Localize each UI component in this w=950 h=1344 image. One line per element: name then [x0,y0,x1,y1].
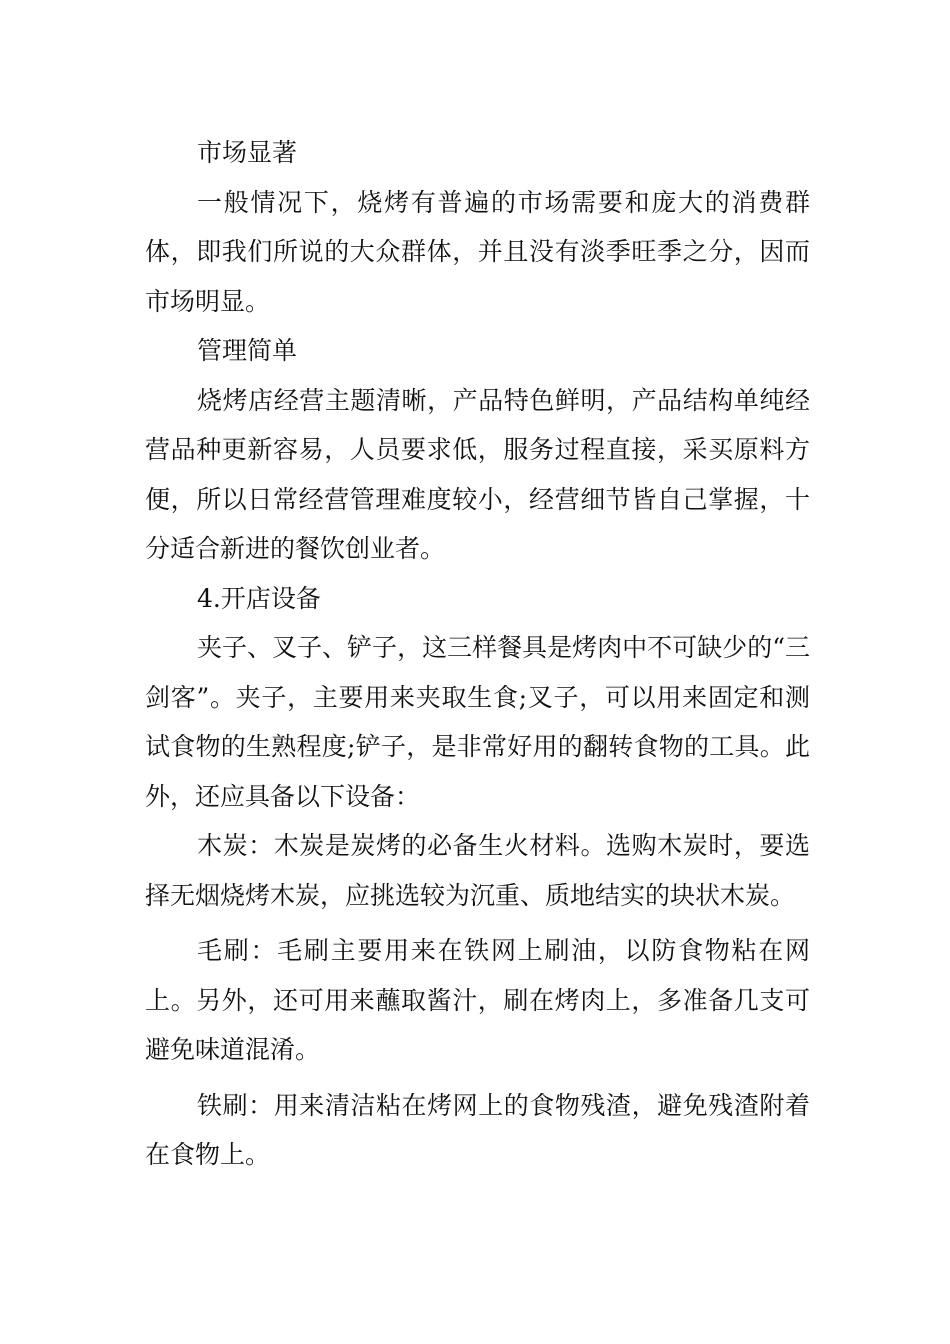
paragraph-charcoal: 木炭：木炭是炭烤的必备生火材料。选购木炭时，要选择无烟烧烤木炭，应挑选较为沉重、质地结实的块状木炭。 [145,831,810,910]
paragraph-utensils: 夹子、叉子、铲子，这三样餐具是烤肉中不可缺少的“三剑客”。夹子，主要用来夹取生食;叉子，可以用来固定和测试食物的生熟程度;铲子，是非常好用的翻转食物的工具。此外，还应具备以下设备： [145,633,810,811]
paragraph-brush: 毛刷：毛刷主要用来在铁网上刷油，以防食物粘在网上。另外，还可用来蘸取酱汁，刷在烤肉上，多准备几支可避免味道混淆。 [145,936,810,1064]
paragraph-wire-brush: 铁刷：用来清洁粘在烤网上的食物残渣，避免残渣附着在食物上。 [145,1090,810,1169]
paragraph-management: 烧烤店经营主题清晰，产品特色鲜明，产品结构单纯经营品种更新容易，人员要求低，服务过程直接，采买原料方便，所以日常经营管理难度较小，经营细节皆自己掌握，十分适合新进的餐饮创业者。 [145,385,810,563]
document-body [145,128,810,1180]
heading-equipment: 4.开店设备 [197,583,321,613]
paragraph-market: 一般情况下，烧烤有普遍的市场需要和庞大的消费群体，即我们所说的大众群体，并且没有淡季旺季之分，因而市场明显。 [145,187,810,316]
heading-market: 市场显著 [197,138,298,167]
heading-management: 管理简单 [197,336,298,365]
